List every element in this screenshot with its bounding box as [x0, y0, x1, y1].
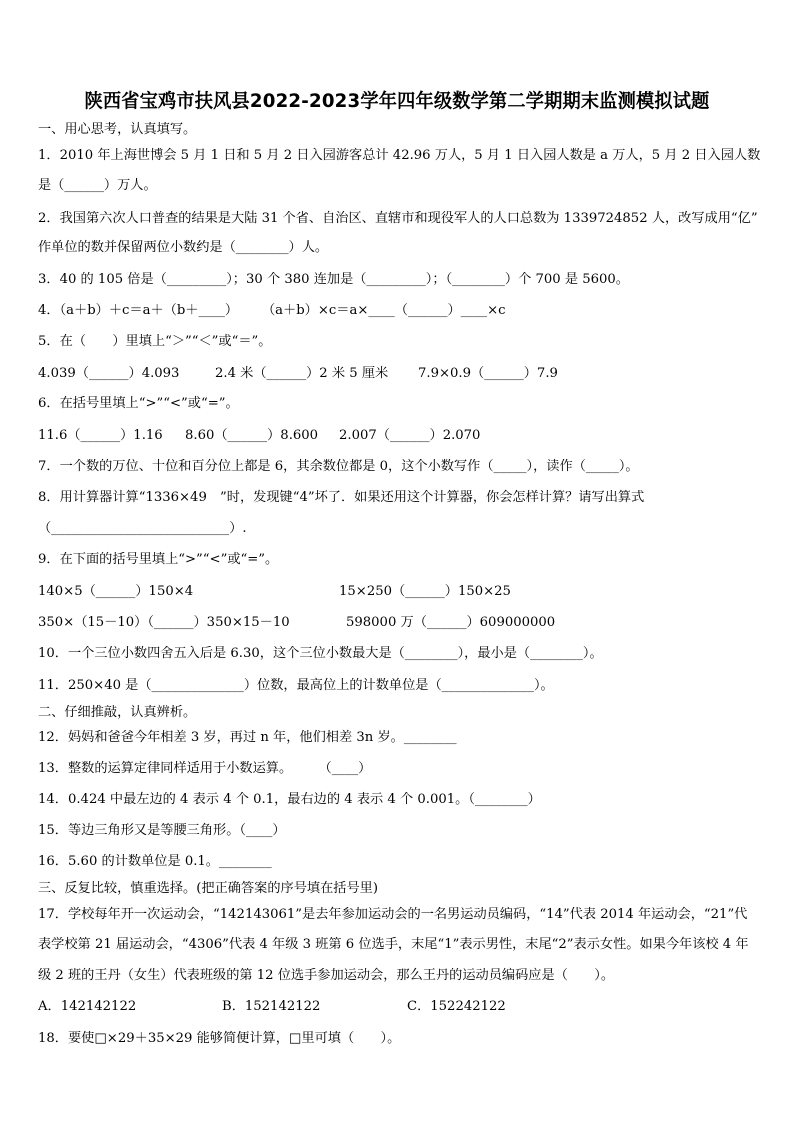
section-heading-3: 三、反复比较，慎重选择。(把正确答案的序号填在括号里): [38, 881, 378, 896]
section-heading-1: 一、用心思考，认真填写。: [38, 122, 197, 137]
question-9-item: 350×（15－10）（______）350×15－10: [38, 615, 290, 630]
question-17-line-1: 17．学校每年开一次运动会，“142143061”是去年参加运动会的一名男运动员编码，“14”代表 2014 年运动会，“21”代: [38, 907, 748, 922]
question-15: 15．等边三角形又是等腰三角形。（____）: [38, 823, 286, 838]
question-13: 13．整数的运算定律同样适用于小数运算。 （____）: [38, 761, 372, 776]
question-7: 7．一个数的万位、十位和百分位上都是 6，其余数位都是 0，这个小数写作（_____），读作（_____）。: [38, 459, 639, 474]
question-8-line-1: 8．用计算器计算“1336×49 ”时，发现键“4”坏了．如果还用这个计算器，你会怎样计算？请写出算式: [38, 490, 645, 505]
question-9-item: 15×250（______）150×25: [339, 584, 511, 599]
question-9-item: 598000 万（______）609000000: [346, 615, 556, 630]
question-17-option-a: A．142142122: [38, 999, 137, 1014]
question-2-line-2: 作单位的数并保留两位小数约是（________）人。: [38, 240, 329, 255]
question-2-line-1: 2．我国第六次人口普查的结果是大陆 31 个省、自治区、直辖市和现役军人的人口总数为 1339724852 人，改写成用“亿”: [38, 211, 758, 226]
question-9-item: 140×5（______）150×4: [38, 584, 194, 599]
question-3: 3．40 的 105 倍是（_________）；30 个 380 连加是（_________）；（________）个 700 是 5600。: [38, 272, 629, 287]
question-17-line-3: 级 2 班的王丹（女生）代表班级的第 12 位选手参加运动会，那么王丹的运动员编码应是（ ）。: [38, 968, 615, 983]
question-16: 16．5.60 的计数单位是 0.1。________: [38, 854, 272, 869]
question-17-line-2: 表学校第 21 届运动会，“4306”代表 4 年级 3 班第 6 位选手，末尾“1”表示男性，末尾“2”表示女性。如果今年该校 4 年: [38, 937, 749, 952]
page-title: 陕西省宝鸡市扶风县2022-2023学年四年级数学第二学期期末监测模拟试题: [84, 90, 710, 112]
question-18: 18．要使□×29＋35×29 能够简便计算，□里可填（ ）。: [38, 1031, 401, 1046]
question-5-item: 4.039（______）4.093: [38, 366, 180, 381]
question-11: 11．250×40 是（______________）位数，最高位上的计数单位是（______________）。: [38, 678, 554, 693]
question-17-option-b: B．152142122: [222, 999, 321, 1014]
question-12: 12．妈妈和爸爸今年相差 3 岁，再过 n 年，他们相差 3n 岁。________: [38, 730, 457, 745]
question-4-part-1: 4．（a＋b）＋c＝a＋（b＋____）: [38, 303, 239, 318]
question-9-stem: 9．在下面的括号里填上“>”“<”或“=”。: [38, 552, 279, 567]
question-6-item: 2.007（______）2.070: [339, 428, 481, 443]
question-8-line-2: （___________________________）.: [38, 521, 247, 536]
question-6-item: 11.6（______）1.16: [38, 428, 163, 443]
question-5-stem: 5．在（ ）里填上“＞”“＜”或“＝”。: [38, 334, 272, 349]
question-5-item: 2.4 米（______）2 米 5 厘米: [215, 366, 389, 381]
question-6-item: 8.60（______）8.600: [185, 428, 319, 443]
question-14: 14．0.424 中最左边的 4 表示 4 个 0.1，最右边的 4 表示 4 个 0.001。（________）: [38, 792, 541, 807]
question-6-stem: 6．在括号里填上“>”“<”或“=”。: [38, 396, 239, 411]
question-17-option-c: C．152242122: [407, 999, 506, 1014]
question-10: 10．一个三位小数四舍五入后是 6.30，这个三位小数最大是（________），最小是（________）。: [38, 646, 603, 661]
question-4-part-2: （a＋b）×c＝a×____（______）____×c: [262, 303, 506, 318]
question-1-line-1: 1．2010 年上海世博会 5 月 1 日和 5 月 2 日入园游客总计 42.96 万人，5 月 1 日入园人数是 a 万人，5 月 2 日入园人数: [38, 148, 761, 163]
question-1-line-2: 是（______）万人。: [38, 178, 157, 193]
question-5-item: 7.9×0.9（______）7.9: [418, 366, 558, 381]
section-heading-2: 二、仔细推敲，认真辨析。: [38, 705, 197, 720]
